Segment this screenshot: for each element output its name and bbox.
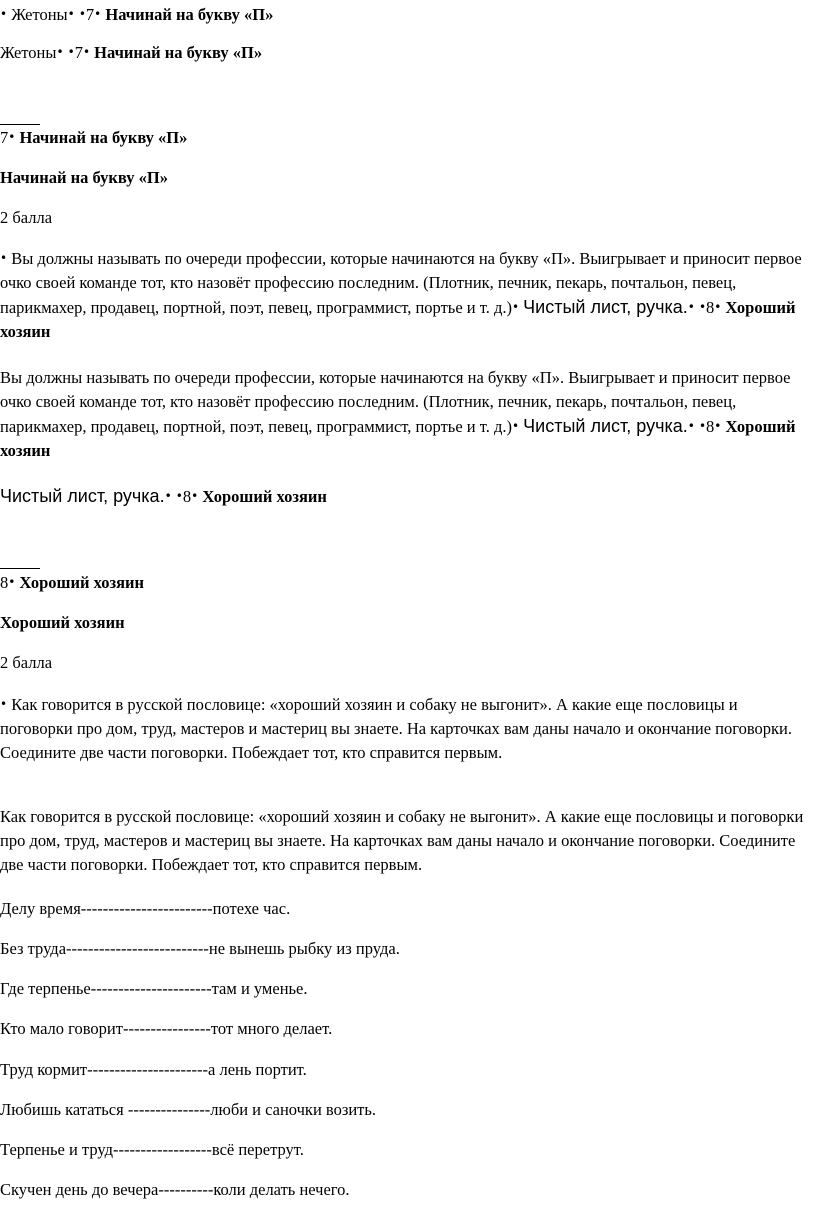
materials-line	[0, 484, 805, 509]
bullet-icon: •	[67, 7, 75, 21]
bullet-icon: •	[698, 419, 707, 433]
section-number: 8	[0, 573, 9, 592]
section-7-body	[0, 366, 805, 463]
bullet-icon: •	[164, 489, 172, 503]
section-8-score: 2 балла	[0, 653, 53, 672]
bullet-icon: •	[0, 251, 8, 265]
bullet-icon: •	[175, 489, 183, 503]
proverb-line: Кто мало говорит----------------тот много делает.	[0, 1019, 333, 1038]
bullet-icon: •	[8, 130, 16, 144]
next-title: Хороший хозяин	[0, 298, 796, 341]
bullet-icon: •	[714, 419, 722, 433]
proverb-line: Любишь кататься ---------------люби и саночки возить.	[0, 1100, 377, 1119]
section-number: 7	[0, 128, 9, 147]
bullet-icon: •	[8, 575, 16, 589]
proverb-line: Без труда--------------------------не вынешь рыбку из пруда.	[0, 939, 400, 958]
divider	[0, 568, 40, 569]
bullet-icon: •	[687, 300, 695, 314]
task-number: 7	[85, 5, 95, 24]
next-number: 8	[706, 417, 715, 436]
section-heading-title: Хороший хозяин	[19, 573, 145, 592]
section-7-description: Вы должны называть по очереди профессии, которые начинаются на букву «П». Выигрывает и приносит первое очко своей команде тот, кто назовёт профессию последним. (Плотник, печник, пекарь, почтальон, певец, парикмахер, продавец, портной, поэт, певец, программист, портье и т. д.)	[0, 249, 802, 317]
bullet-icon: •	[0, 697, 8, 711]
section-8-body-bulleted	[0, 692, 805, 765]
proverb-line: Терпенье и труд------------------всё перетрут.	[0, 1140, 304, 1159]
bullet-icon: •	[82, 45, 91, 59]
section-7-description: Вы должны называть по очереди профессии, которые начинаются на букву «П». Выигрывает и приносит первое очко своей команде тот, кто назовёт профессию последним. (Плотник, печник, пекарь, почтальон, певец, парикмахер, продавец, портной, поэт, певец, программист, портье и т. д.)	[0, 368, 791, 436]
next-number: 8	[182, 487, 192, 506]
section-8-description: Как говорится в русской пословице: «хороший хозяин и собаку не выгонит». А какие еще пословицы и поговорки про дом, труд, мастеров и мастериц вы знаете. На карточках вам даны начало и окончание поговорки. Соедините две части поговорки. Побеждает тот, кто справится первым.	[0, 695, 793, 762]
next-title: Хороший хозяин	[202, 487, 327, 506]
proverb-line: Делу время------------------------потехе час.	[0, 899, 291, 918]
bullet-icon: •	[94, 7, 102, 21]
section-8-description: Как говорится в русской пословице: «хороший хозяин и собаку не выгонит». А какие еще пословицы и поговорки про дом, труд, мастеров и мастериц вы знаете. На карточках вам даны начало и окончание поговорки. Соедините две части поговорки. Побеждает тот, кто справится первым.	[0, 807, 804, 874]
task-title: Начинай на букву «П»	[105, 5, 274, 24]
section-7-body-bulleted	[0, 246, 805, 344]
bullet-icon: •	[78, 7, 86, 21]
bullet-icon: •	[687, 419, 695, 433]
next-title: Хороший хозяин	[0, 417, 796, 460]
bullet-icon: •	[698, 300, 707, 314]
materials-text: Чистый лист, ручка.	[523, 416, 688, 436]
bullet-icon: •	[511, 300, 520, 314]
next-number: 8	[706, 298, 715, 317]
section-7-title: Начинай на букву «П»	[0, 168, 168, 187]
section-8-title: Хороший хозяин	[0, 613, 125, 632]
tokens-label: Жетоны	[0, 43, 57, 62]
bullet-icon: •	[67, 45, 75, 59]
section-7-heading	[0, 125, 805, 150]
section-heading-title: Начинай на букву «П»	[19, 128, 188, 147]
bullet-icon: •	[191, 489, 199, 503]
task-number: 7	[74, 43, 83, 62]
bullet-icon: •	[714, 300, 722, 314]
header-line-1	[0, 2, 805, 27]
tokens-label: Жетоны	[11, 5, 68, 24]
proverb-line: Труд кормит----------------------а лень портит.	[0, 1060, 307, 1079]
proverb-line: Скучен день до вечера----------коли делать нечего.	[0, 1180, 350, 1199]
header-line-2	[0, 40, 805, 65]
bullet-icon: •	[56, 45, 64, 59]
proverb-line: Где терпенье----------------------там и уменье.	[0, 979, 308, 998]
materials-text: Чистый лист, ручка.	[523, 297, 688, 317]
section-8-body	[0, 805, 812, 877]
bullet-icon: •	[0, 7, 8, 21]
bullet-icon: •	[511, 419, 520, 433]
section-8-heading	[0, 570, 805, 595]
materials-text: Чистый лист, ручка.	[0, 486, 165, 506]
section-7-score: 2 балла	[0, 208, 53, 227]
task-title: Начинай на букву «П»	[94, 43, 263, 62]
